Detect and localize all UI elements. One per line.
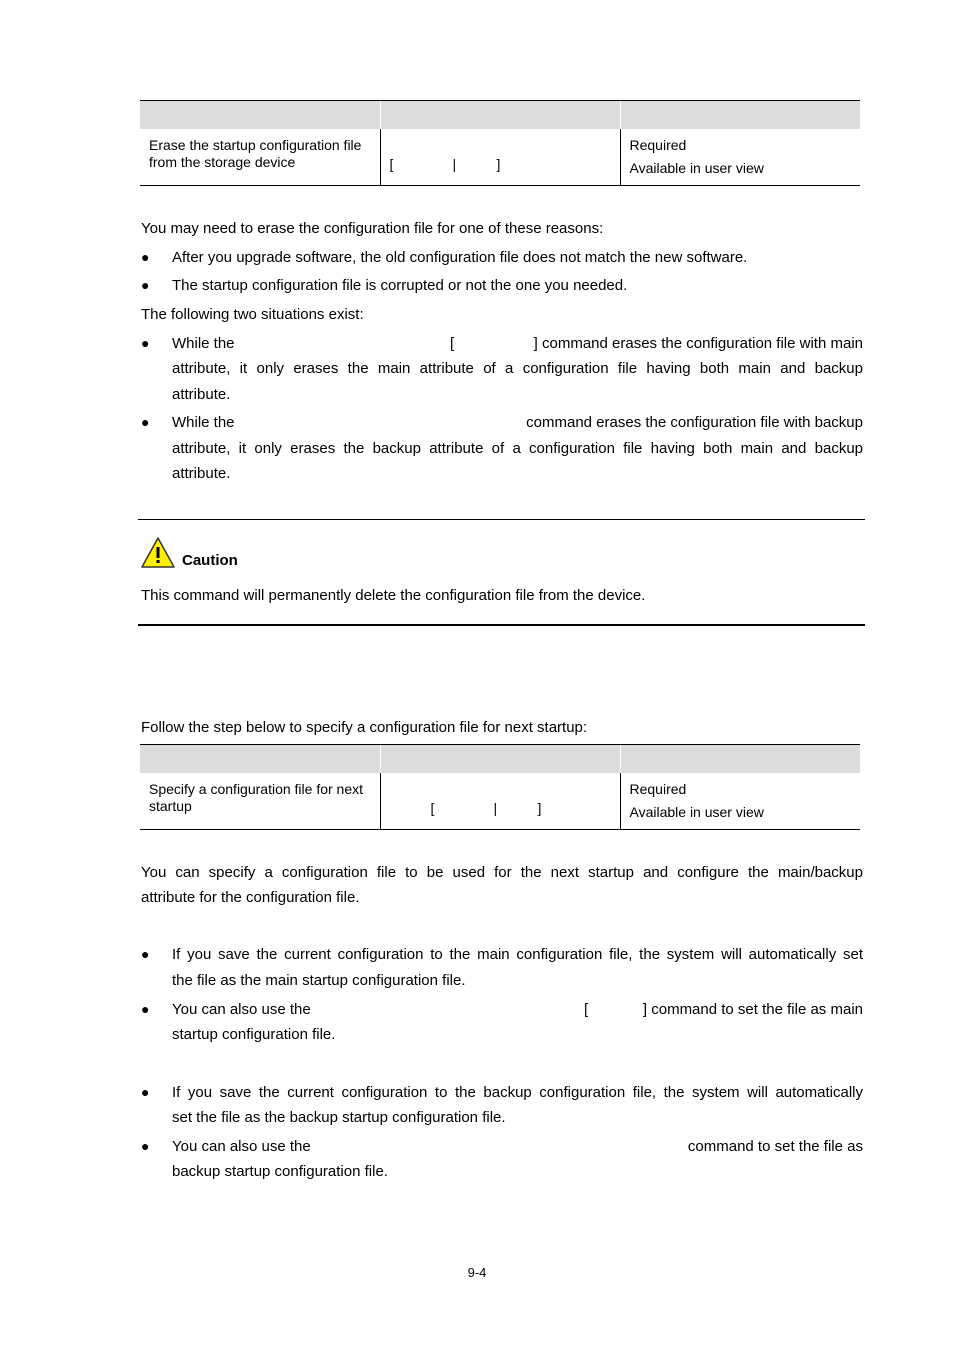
situation-2-end: command erases the configuration file with backup [526, 414, 863, 431]
caution-title: Caution [182, 552, 238, 569]
table-row [140, 129, 860, 186]
remarks-cell [620, 773, 860, 830]
bar-separator: | [452, 156, 457, 172]
situation-1-line2: attribute, it only erases the main attribute of a configuration file having both main and backup [172, 360, 863, 377]
specify-paragraph-line2: attribute for the configuration file. [141, 889, 360, 906]
page-number: 9-4 [467, 1265, 487, 1280]
reason-2: The startup configuration file is corrupted or not the one you needed. [172, 277, 628, 294]
erase-config-table [140, 100, 860, 186]
main-save-line1: If you save the current configuration to the main configuration file, the system will automatically set [172, 946, 863, 963]
situations-intro: The following two situations exist: [141, 306, 364, 323]
bracket-close: ] [496, 156, 501, 172]
situation-1-start: While the [172, 335, 235, 352]
backup-command-line2: backup startup configuration file. [172, 1163, 388, 1180]
header-remarks [620, 101, 860, 130]
task-cell: Erase the startup configuration file from the storage device [140, 129, 380, 186]
header-command [380, 745, 620, 774]
main-command-line2: startup configuration file. [172, 1026, 336, 1043]
bracket-close: ] [537, 800, 542, 816]
bullet-icon: ● [141, 1001, 150, 1017]
table-row [140, 773, 860, 830]
command-cell [380, 129, 620, 186]
bullet-icon: ● [141, 335, 150, 351]
backup-command-start: You can also use the [172, 1138, 311, 1155]
remark-view: Available in user view [629, 804, 764, 820]
situation-1-end: ] command erases the configuration file with main [533, 335, 863, 352]
remark-view: Available in user view [629, 160, 764, 176]
caution-top-rule [138, 519, 865, 520]
main-command-bracket: [ [584, 1001, 589, 1018]
warning-icon [141, 537, 175, 568]
reasons-intro: You may need to erase the configuration file for one of these reasons: [141, 220, 604, 237]
backup-command-end: command to set the file as [687, 1138, 863, 1155]
remark-required: Required [629, 781, 687, 797]
header-operation [140, 101, 380, 130]
remark-required: Required [629, 137, 687, 153]
backup-save-line1: If you save the current configuration to the backup configuration file, the system will automatically [172, 1084, 863, 1101]
header-remarks [620, 745, 860, 774]
caution-bottom-rule [138, 624, 865, 626]
situation-1-bracket: [ [450, 335, 455, 352]
startup-config-table [140, 744, 860, 830]
situation-1-line3: attribute. [172, 386, 231, 403]
bullet-icon: ● [141, 277, 150, 293]
main-command-start: You can also use the [172, 1001, 311, 1018]
backup-save-line2: set the file as the backup startup configuration file. [172, 1109, 506, 1126]
situation-2-line3: attribute. [172, 465, 231, 482]
bar-separator: | [493, 800, 498, 816]
command-cell [380, 773, 620, 830]
specify-paragraph-line1: You can specify a configuration file to be used for the next startup and configure the main/backup [141, 864, 863, 881]
bullet-icon: ● [141, 1138, 150, 1154]
remarks-cell [620, 129, 860, 186]
main-save-line2: the file as the main startup configuration file. [172, 972, 466, 989]
caution-text: This command will permanently delete the configuration file from the device. [141, 587, 646, 604]
task-cell: Specify a configuration file for next startup [140, 773, 380, 830]
bullet-icon: ● [141, 1084, 150, 1100]
bullet-icon: ● [141, 249, 150, 265]
bracket-open: [ [389, 156, 394, 172]
table-header-row [140, 745, 860, 774]
situation-2-start: While the [172, 414, 235, 431]
bullet-icon: ● [141, 414, 150, 430]
situation-2-line2: attribute, it only erases the backup attribute of a configuration file having both main and backup [172, 440, 863, 457]
reason-1: After you upgrade software, the old configuration file does not match the new software. [172, 249, 748, 266]
bracket-open: [ [430, 800, 435, 816]
header-operation [140, 745, 380, 774]
bullet-icon: ● [141, 946, 150, 962]
specify-intro: Follow the step below to specify a configuration file for next startup: [141, 719, 588, 736]
header-command [380, 101, 620, 130]
main-command-end: ] command to set the file as main [642, 1001, 863, 1018]
table-header-row [140, 101, 860, 130]
